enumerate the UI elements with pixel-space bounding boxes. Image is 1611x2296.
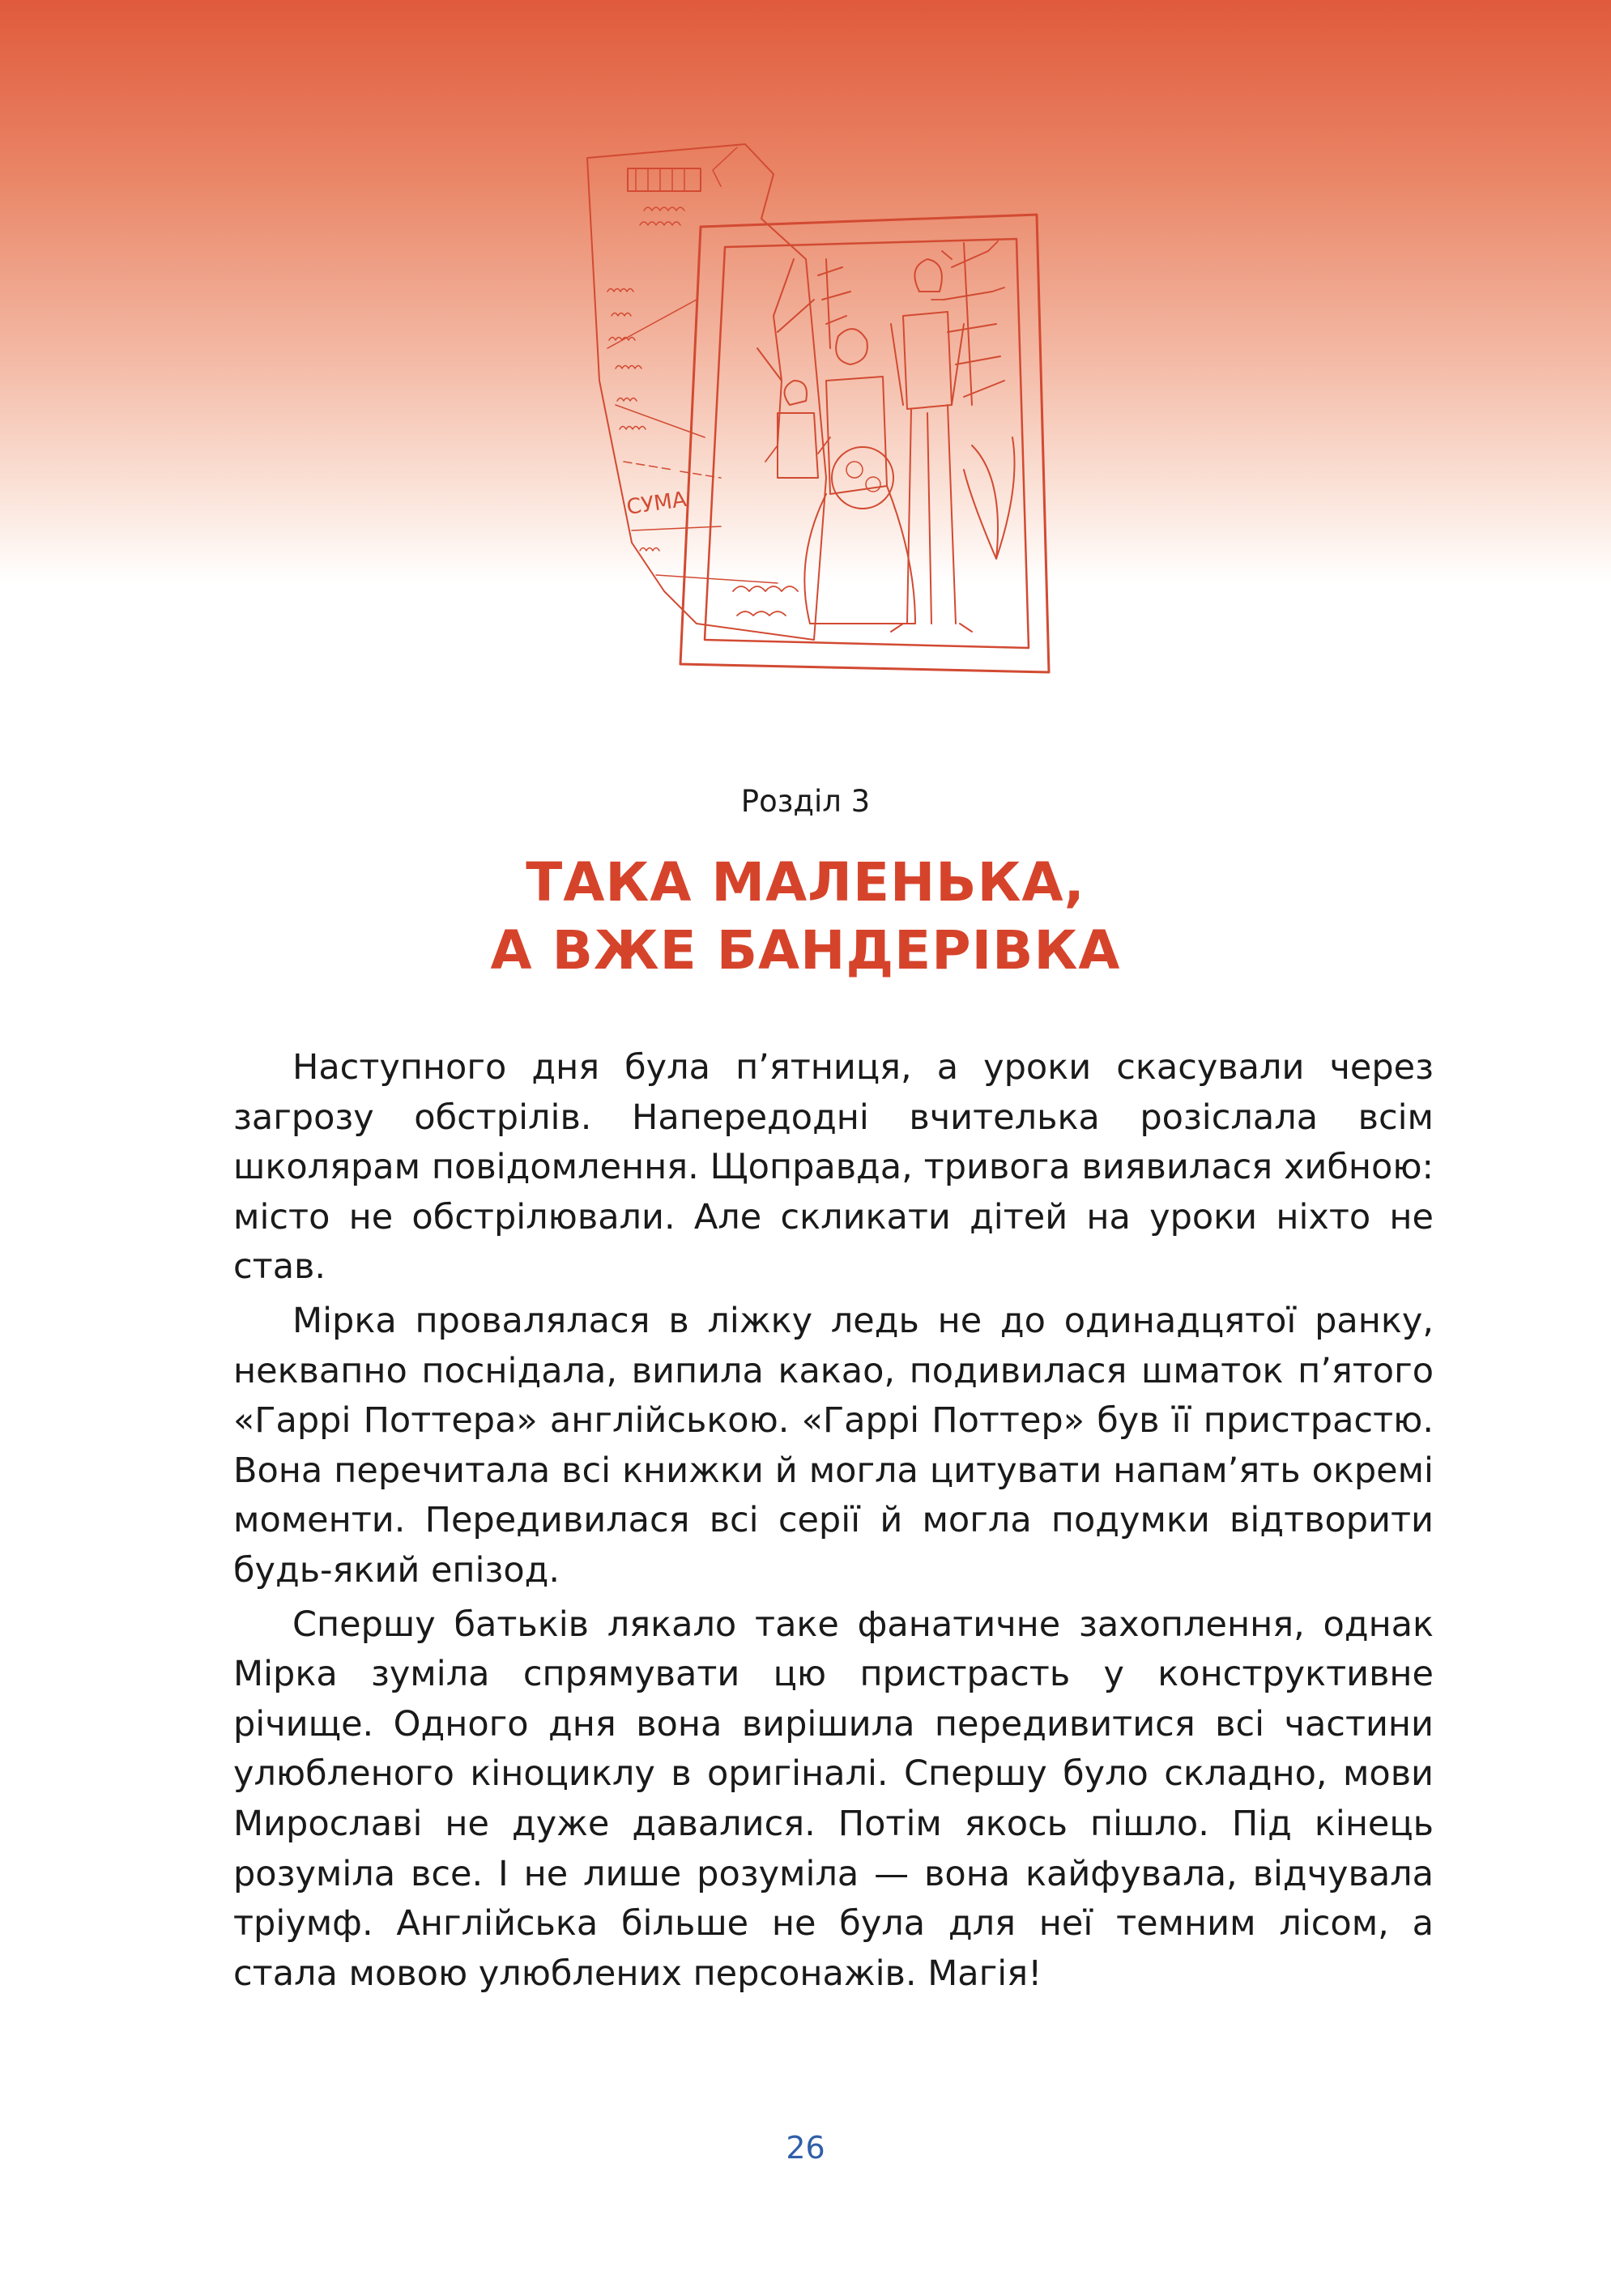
chapter-title xyxy=(0,849,1611,985)
body-paragraph-2: Мірка провалялася в ліжку ледь не до одинадцятої ранку, неквапно поснідала, випила какао, подивилася шматок п’ятого «Гаррі Поттера» англійською. «Гаррі Поттер» був її пристрастю. Вона перечитала всі книжки й могла цитувати напам’ять окремі моменти. Передивилася всі серії й могла подумки відтворити будь-який епізод. xyxy=(233,1300,1434,1591)
receipt-sketch xyxy=(587,144,826,640)
body-paragraph-1: Наступного дня була п’ятниця, а уроки скасували через загрозу обстрілів. Напередодні вчителька розіслала всім школярам повідомлення. Щоправда, тривога виявилася хибною: місто не обстрілювали. Але скликати дітей на уроки ніхто не став. xyxy=(233,1047,1434,1288)
receipt-label: СУМА xyxy=(624,487,688,520)
chapter-body-text xyxy=(233,1043,1434,2003)
receipt-and-photo-sketch-illustration xyxy=(583,138,1069,705)
family-photo-sketch xyxy=(680,215,1049,672)
chapter-label: Розділ 3 xyxy=(740,784,871,819)
chapter-title-line-1: ТАКА МАЛЕНЬКА, xyxy=(526,851,1085,914)
chapter-title-line-2: А ВЖЕ БАНДЕРІВКА xyxy=(490,919,1121,982)
body-paragraph-3: Спершу батьків лякало таке фанатичне захоплення, однак Мірка зуміла спрямувати цю пристрасть у конструктивне річище. Одного дня вона вирішила передивитися всі частини улюбленого кіноциклу в оригіналі. Спершу було складно, мови Мирославі не дуже давалися. Потім якось пішло. Під кінець розуміла все. І не лише розуміла — вона кайфувала, відчувала тріумф. Англійська більше не була для неї темним лісом, а стала мовою улюблених персонажів. Магія! xyxy=(233,1604,1434,1994)
page-number: 26 xyxy=(786,2130,825,2166)
